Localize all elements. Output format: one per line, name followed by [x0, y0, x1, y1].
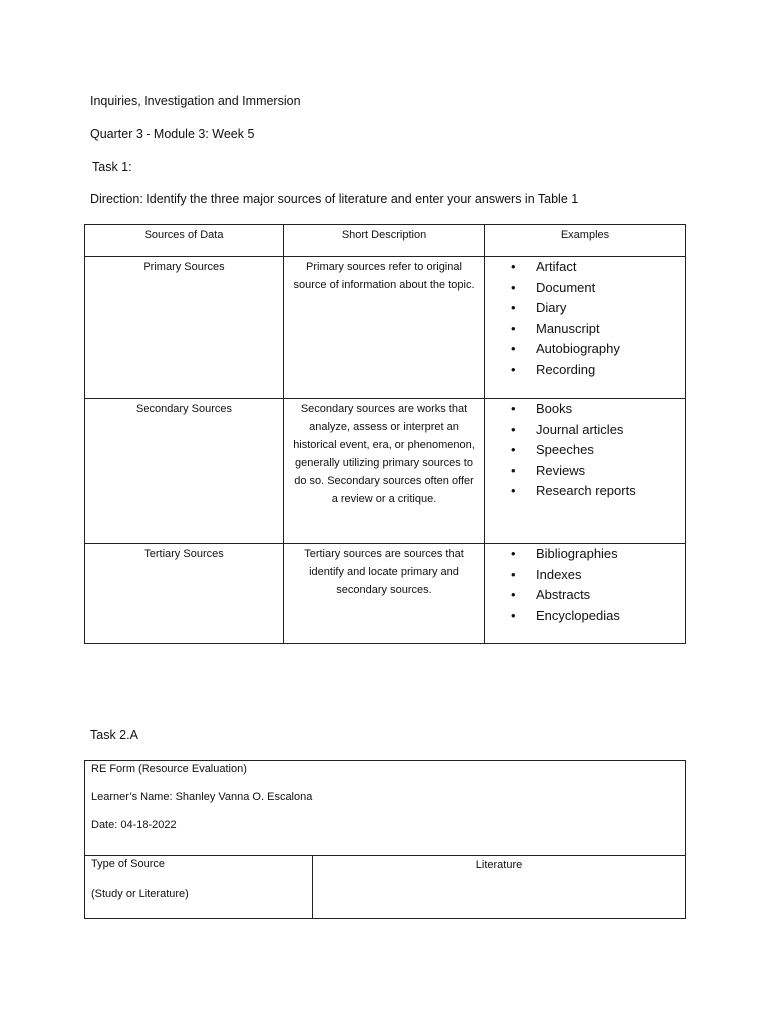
table-header-row: [85, 225, 686, 257]
form-header-cell: [85, 761, 686, 856]
examples-cell: [485, 544, 686, 644]
list-item: • Indexes: [485, 565, 685, 586]
examples-cell: [485, 399, 686, 544]
module-title: Quarter 3 - Module 3: Week 5: [90, 127, 255, 141]
list-item: • Manuscript: [485, 319, 685, 340]
type-of-source-cell: [85, 856, 313, 919]
list-item: • Reviews: [485, 461, 685, 482]
list-item: • Artifact: [485, 257, 685, 278]
source-description: Primary sources refer to original source of information about the topic.: [284, 257, 485, 399]
header-sources-of-data: Sources of Data: [85, 225, 284, 257]
form-title: RE Form (Resource Evaluation): [91, 763, 247, 775]
task2-label: Task 2.A: [90, 728, 138, 742]
examples-list: [485, 544, 685, 626]
list-item: • Books: [485, 399, 685, 420]
sources-table: [84, 224, 686, 644]
type-of-source-label: Type of Source: [91, 858, 165, 870]
form-header-row: [85, 761, 686, 856]
list-item: • Encyclopedias: [485, 606, 685, 627]
table-row: [85, 399, 686, 544]
type-of-source-value: Literature: [313, 856, 686, 919]
list-item: • Journal articles: [485, 420, 685, 441]
header-short-description: Short Description: [284, 225, 485, 257]
source-name: Secondary Sources: [85, 399, 284, 544]
list-item: • Recording: [485, 360, 685, 381]
direction-text: Direction: Identify the three major sources of literature and enter your answers in Table 1: [90, 192, 579, 206]
type-of-source-hint: (Study or Literature): [91, 888, 189, 900]
source-description: Tertiary sources are sources that identify and locate primary and secondary sources.: [284, 544, 485, 644]
resource-evaluation-form: [84, 760, 686, 919]
table-row: [85, 856, 686, 919]
examples-cell: [485, 257, 686, 399]
source-name: Tertiary Sources: [85, 544, 284, 644]
list-item: • Autobiography: [485, 339, 685, 360]
form-date: Date: 04-18-2022: [91, 819, 177, 831]
source-description: Secondary sources are works that analyze, assess or interpret an historical event, era, or phenomenon, generally utilizing primary sources to do so. Secondary sources often offer a review or a critique.: [284, 399, 485, 544]
table-row: [85, 257, 686, 399]
task1-label: Task 1:: [92, 160, 132, 174]
list-item: • Abstracts: [485, 585, 685, 606]
table-row: [85, 544, 686, 644]
header-examples: Examples: [485, 225, 686, 257]
examples-list: [485, 399, 685, 502]
list-item: • Speeches: [485, 440, 685, 461]
learner-name: Learner’s Name: Shanley Vanna O. Escalona: [91, 791, 313, 803]
examples-list: [485, 257, 685, 381]
subject-title: Inquiries, Investigation and Immersion: [90, 94, 301, 108]
list-item: • Research reports: [485, 481, 685, 502]
list-item: • Diary: [485, 298, 685, 319]
source-name: Primary Sources: [85, 257, 284, 399]
list-item: • Document: [485, 278, 685, 299]
list-item: • Bibliographies: [485, 544, 685, 565]
